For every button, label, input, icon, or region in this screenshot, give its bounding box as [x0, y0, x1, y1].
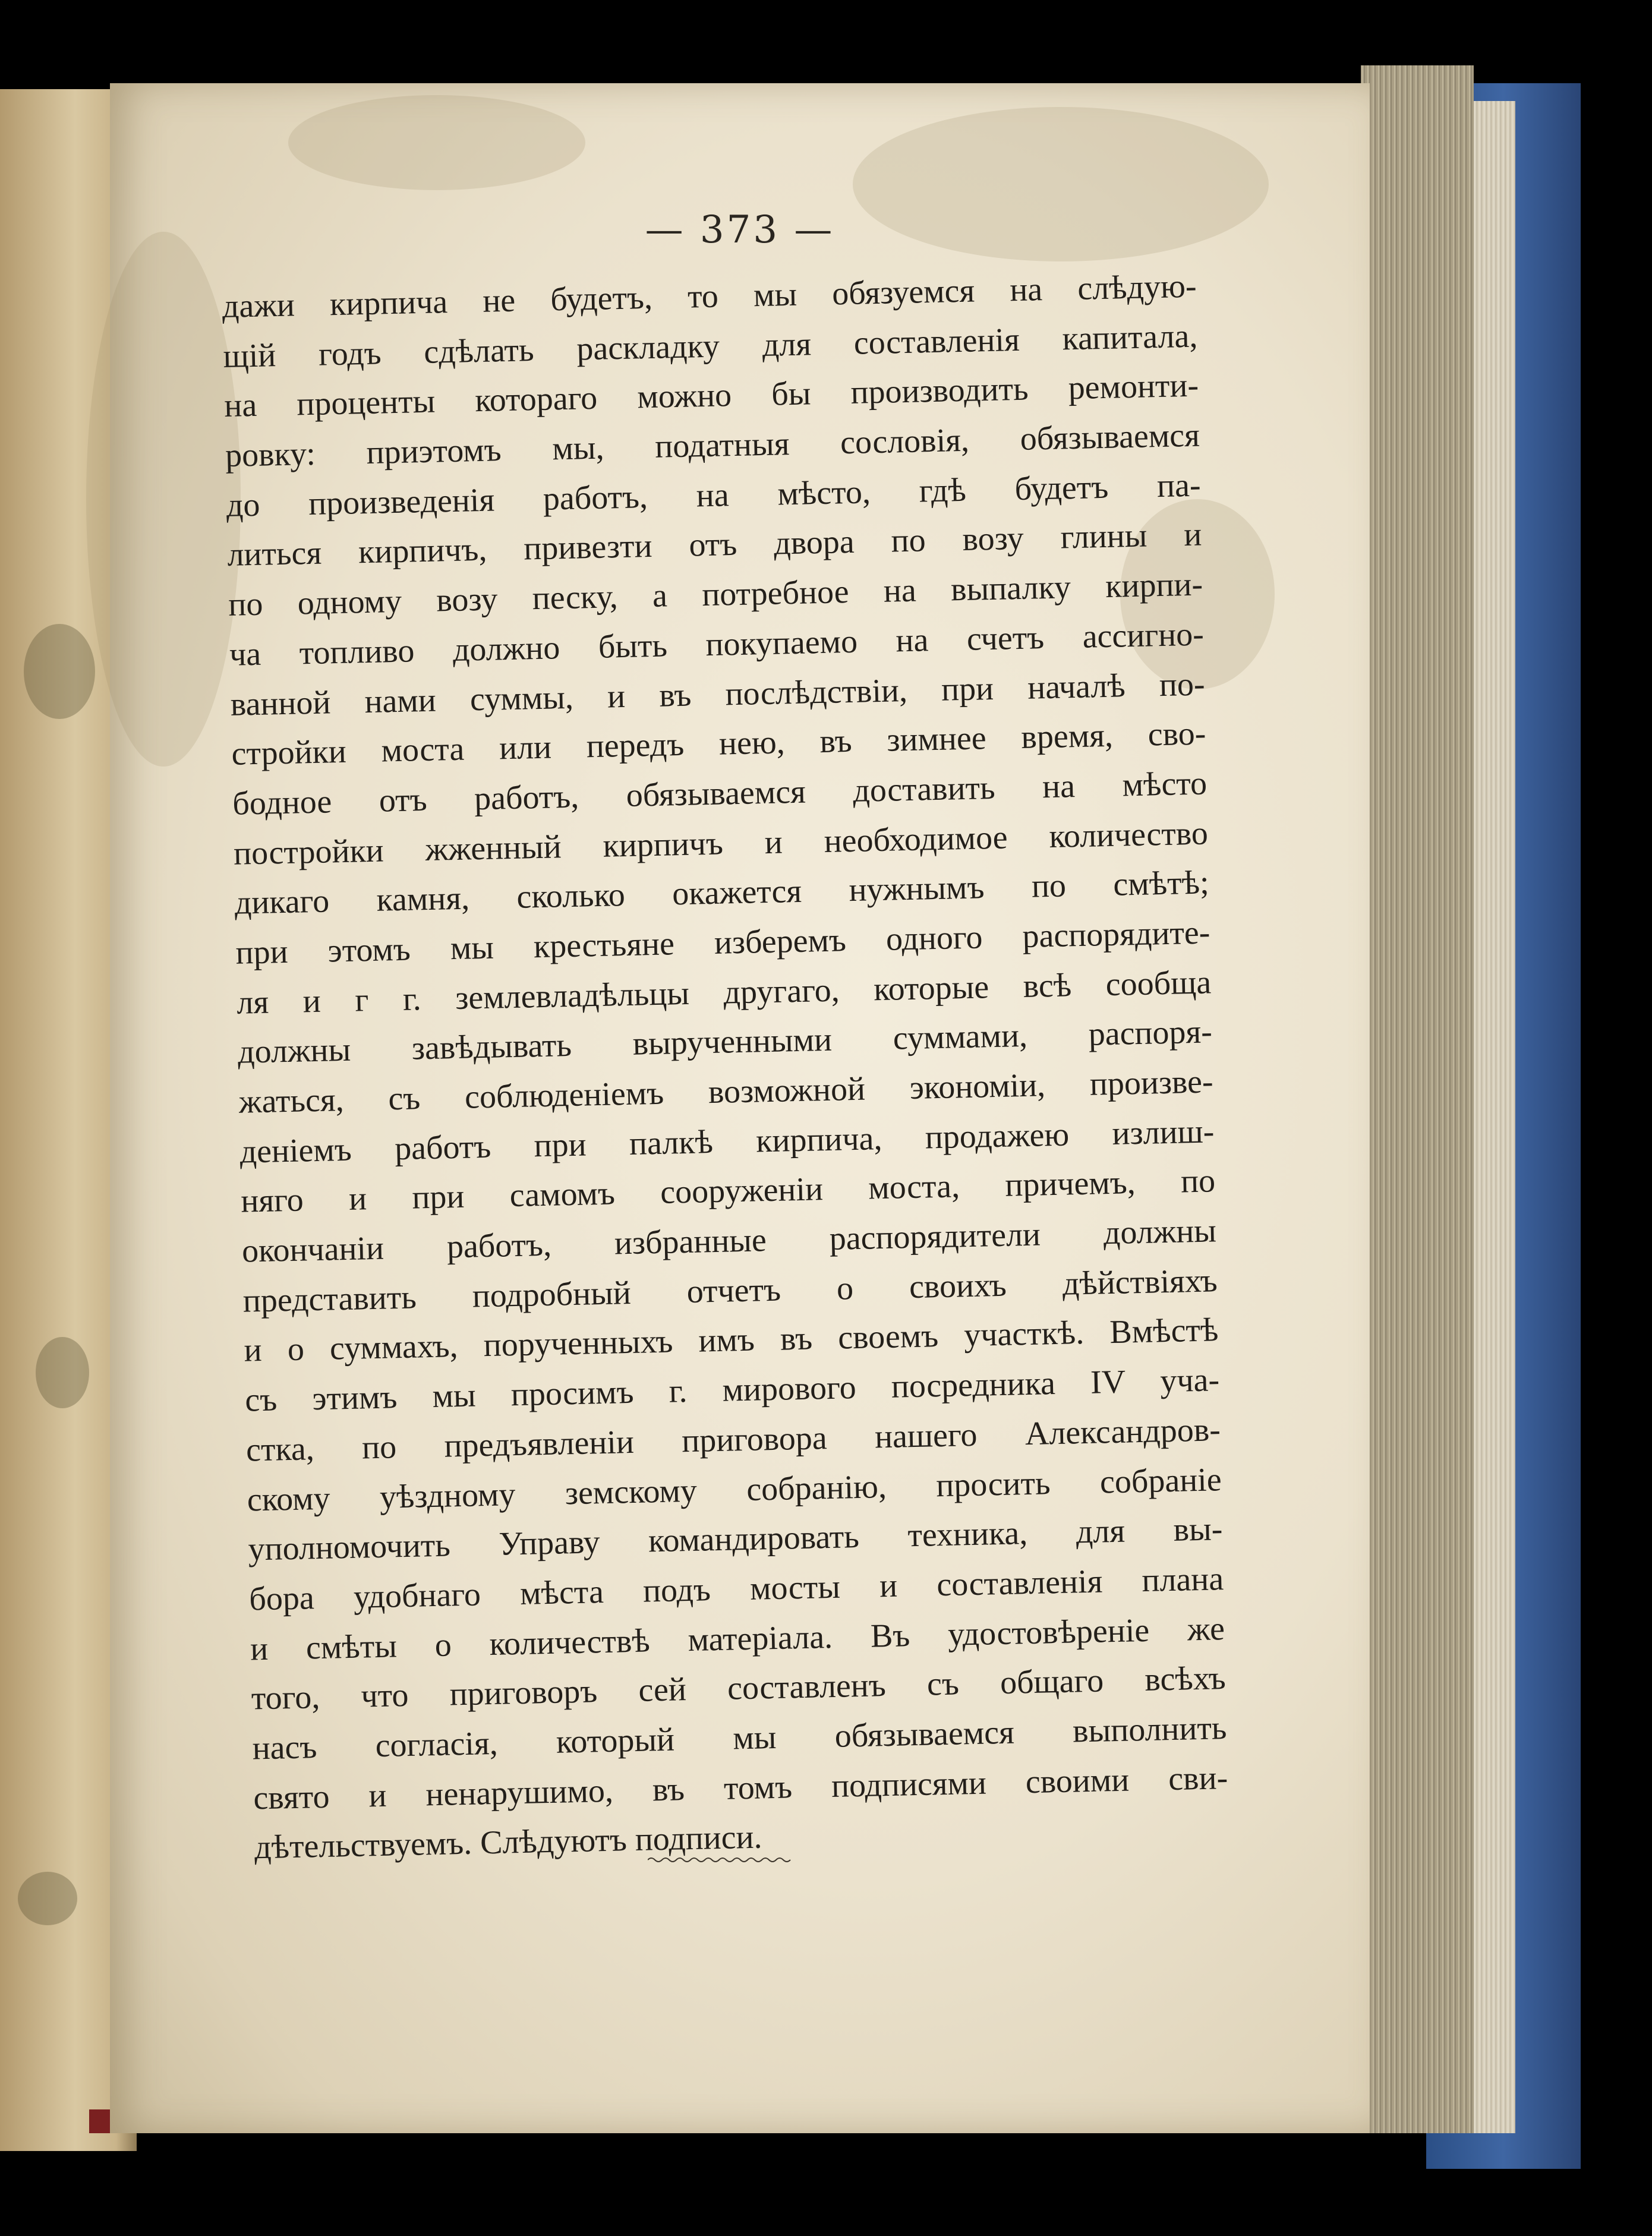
text-line: постройки жженный кирпичъ и необходимое количество	[233, 815, 1209, 872]
text-line: няго и при самомъ сооруженіи моста, причемъ, по	[240, 1162, 1216, 1221]
text-line: представить подробный отчетъ о своихъ дѣйствіяхъ	[242, 1262, 1218, 1320]
page-stack-edge	[1468, 101, 1515, 2133]
text-line: до произведенія работъ, на мѣсто, гдѣ будетъ па-	[226, 466, 1202, 524]
text-line: стка, по предъявленіи приговора нашего Александров-	[245, 1411, 1221, 1469]
text-line: ровку: приэтомъ мы, податныя сословія, обязываемся	[225, 417, 1200, 474]
text-line: того, что приговоръ сей составленъ съ общаго всѣхъ	[251, 1660, 1227, 1717]
text-line: бора удобнаго мѣста подъ мосты и составленія плана	[248, 1560, 1224, 1618]
text-line: ванной нами суммы, и въ послѣдствіи, при началѣ по-	[230, 666, 1206, 723]
text-line: должны завѣдывать вырученными суммами, распоря-	[237, 1013, 1213, 1071]
text-line: щій годъ сдѣлать раскладку для составленія капитала,	[222, 317, 1198, 375]
page-number: — 373 —	[645, 208, 835, 252]
text-line: и о суммахъ, порученныхъ имъ въ своемъ участкѣ. Вмѣстѣ	[244, 1311, 1219, 1370]
text-line: бодное отъ работъ, обязываемся доставить на мѣсто	[232, 765, 1208, 822]
body-text	[222, 262, 1229, 1874]
end-ornament-rule	[648, 1854, 796, 1866]
text-line: дажи кирпича не будетъ, то мы обязуемся на слѣдую-	[222, 267, 1197, 325]
text-line: окончаніи работъ, избранные распорядители должны	[241, 1212, 1217, 1270]
text-line: дѣтельствуемъ. Слѣдуютъ подписи.	[254, 1818, 763, 1866]
text-line: уполномочить Управу командировать техника, для вы-	[248, 1510, 1223, 1568]
text-line: на проценты котораго можно бы производить ремонти-	[223, 367, 1199, 425]
text-line: свято и ненарушимо, въ томъ подписями своими сви-	[253, 1759, 1228, 1817]
text-line: ля и г г. землевладѣльцы другаго, которые всѣ сообща	[236, 964, 1212, 1021]
text-line: стройки моста или передъ нею, въ зимнее время, сво-	[231, 715, 1206, 773]
book-page	[110, 83, 1370, 2133]
text-line: скому уѣздному земскому собранію, просить собраніе	[247, 1461, 1222, 1519]
text-line: литься кирпичъ, привезти отъ двора по возу глины и	[226, 516, 1202, 574]
text-line: при этомъ мы крестьяне изберемъ одного распорядите-	[235, 914, 1210, 972]
text-line: деніемъ работъ при палкѣ кирпича, продажею излиш-	[239, 1113, 1215, 1171]
text-line: жаться, съ соблюденіемъ возможной экономіи, произве-	[238, 1063, 1214, 1121]
text-line: дикаго камня, сколько окажется нужнымъ по смѣтѣ;	[234, 864, 1210, 922]
text-line: съ этимъ мы просимъ г. мирового посредника IV уча-	[244, 1361, 1220, 1419]
page-fore-edge	[1361, 65, 1474, 2133]
text-line: насъ согласія, который мы обязываемся выполнить	[252, 1710, 1227, 1767]
text-line: ча топливо должно быть покупаемо на счетъ ассигно-	[229, 616, 1205, 673]
text-line: и смѣты о количествѣ матеріала. Въ удостовѣреніе же	[250, 1610, 1225, 1668]
text-line: по одному возу песку, а потребное на выпалку кирпи-	[228, 566, 1203, 623]
